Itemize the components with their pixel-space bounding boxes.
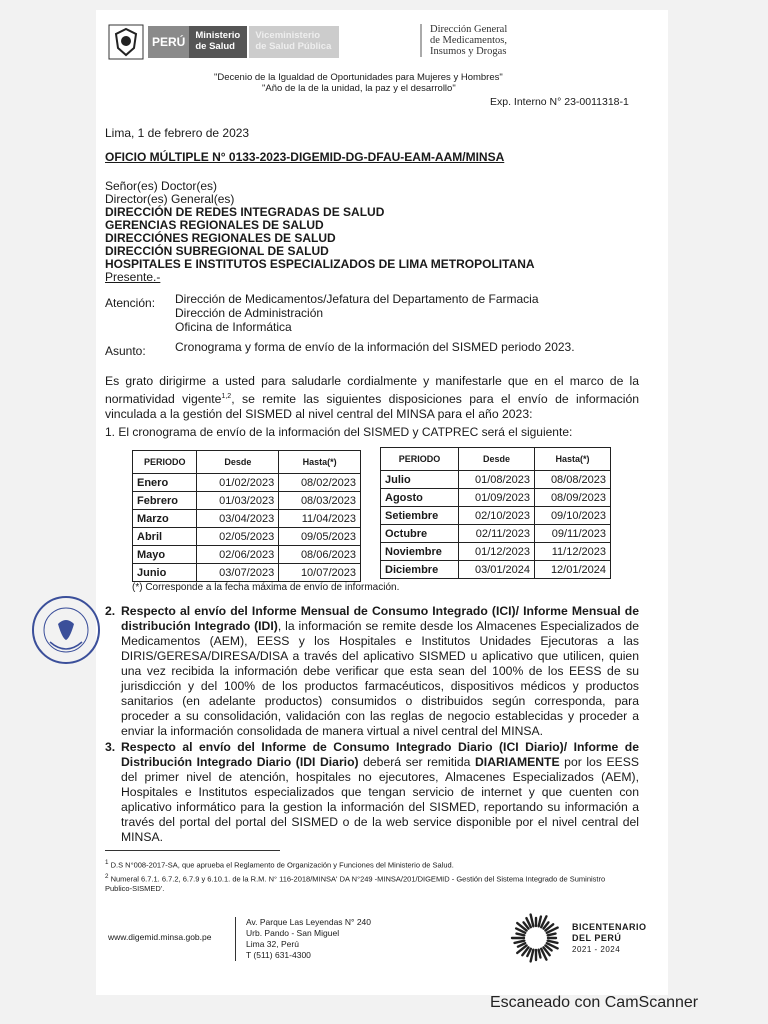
desde-cell: 01/08/2023: [459, 471, 535, 489]
table-row: [381, 471, 611, 489]
desde-cell: 02/06/2023: [197, 546, 279, 564]
period-cell: Octubre: [381, 525, 459, 543]
period-cell: Noviembre: [381, 543, 459, 561]
desde-cell: 01/09/2023: [459, 489, 535, 507]
document-date: Lima, 1 de febrero de 2023: [105, 126, 250, 140]
desde-cell: 02/10/2023: [459, 507, 535, 525]
desde-cell: 02/11/2023: [459, 525, 535, 543]
peru-label: PERÚ: [148, 26, 189, 58]
desde-cell: 03/04/2023: [197, 510, 279, 528]
hasta-cell: 08/08/2023: [535, 471, 611, 489]
table-row: [133, 546, 361, 564]
item-1: 1. El cronograma de envío de la información del SISMED y CATPREC será el siguiente:: [105, 425, 573, 439]
coat-of-arms-icon: [108, 24, 144, 60]
table-header-row: PERIODO Desde Hasta(*): [133, 451, 361, 474]
hasta-cell: 12/01/2024: [535, 561, 611, 579]
hasta-cell: 09/05/2023: [279, 528, 361, 546]
emblem-ray: [548, 934, 556, 936]
bicentenario-emblem-icon: [508, 910, 564, 966]
hasta-cell: 11/04/2023: [279, 510, 361, 528]
website-link: www.digemid.minsa.gob.pe: [108, 932, 212, 942]
table-row: [133, 510, 361, 528]
period-cell: Mayo: [133, 546, 197, 564]
hasta-cell: 11/12/2023: [535, 543, 611, 561]
desde-cell: 02/05/2023: [197, 528, 279, 546]
table-row: [381, 525, 611, 543]
atencion-lines: Dirección de Medicamentos/Jefatura del Departamento de Farmacia Dirección de Administración Oficina de Informática: [175, 292, 539, 334]
item-3: 3. Respecto al envío del Informe de Consumo Integrado Diario (ICI Diario)/ Informe de Distribución Integrado Diario (IDI Diario) deberá ser remitida DIARIAMENTE por los EESS del primer nivel de atención, hospitales no ejecutores, Almacenes Especializados (AEM), Hospitales e Institutos especializados que tengan servicio de internet y que cuenten con aplicativo informático para la gestion la información del SISMED, reportando su información a través del portal del portal del SISMED o de la web service disponible por el nivel central del MINSA.: [105, 740, 639, 844]
table-row: [381, 507, 611, 525]
footnote-divider: [105, 850, 280, 851]
viceministerio-label: Viceministerio de Salud Pública: [249, 26, 339, 58]
emblem-ray: [531, 915, 534, 927]
desde-cell: 03/01/2024: [459, 561, 535, 579]
camscanner-watermark: Escaneado con CamScanner: [490, 994, 699, 1011]
desde-cell: 01/02/2023: [197, 474, 279, 492]
emblem-ray: [515, 941, 525, 943]
period-cell: Marzo: [133, 510, 197, 528]
hasta-cell: 10/07/2023: [279, 564, 361, 582]
exp-interno: Exp. Interno N° 23-0011318-1: [490, 96, 629, 108]
desde-cell: 03/07/2023: [197, 564, 279, 582]
footnote-1: $^1$ D.S N°008-2017-SA, que aprueba el Reglamento de Organización y Funciones del Ministerio de Salud.: [105, 859, 454, 870]
table-header-row: PERIODO Desde Hasta(*): [381, 448, 611, 471]
decenio-line: "Decenio de la Igualdad de Oportunidades para Mujeres y Hombres": [214, 72, 503, 83]
period-cell: Diciembre: [381, 561, 459, 579]
period-cell: Febrero: [133, 492, 197, 510]
ministerio-label: Ministerio de Salud: [189, 26, 247, 58]
footnote-2: $^2$ Numeral 6.7.1. 6.7.2, 6.7.9 y 6.10.1. de la R.M. N° 116-2018/MINSA' DA N°249 -MINSA/201/DIGEMID - Gestión del Sistema Integrado de Suministro Publico-SISMED'.: [105, 873, 606, 893]
table-row: [133, 564, 361, 582]
schedule-table-left: [132, 450, 361, 582]
period-cell: Julio: [381, 471, 459, 489]
bicentenario-logo: BICENTENARIO DEL PERÚ 2021 - 2024: [508, 910, 647, 966]
asunto-text: Cronograma y forma de envío de la información del SISMED periodo 2023.: [175, 340, 575, 354]
recipients-block: Señor(es) Doctor(es) Director(es) General(es) DIRECCIÓN DE REDES INTEGRADAS DE SALUD GERENCIAS REGIONALES DE SALUD DIRECCIÓNES REGIONALES DE SALUD DIRECCIÓN SUBREGIONAL DE SALUD HOSPITALES E INSTITUTOS ESPECIALIZADOS DE LIMA METROPOLITANA Presente.-: [105, 179, 535, 284]
table-row: [133, 528, 361, 546]
hasta-cell: 09/10/2023: [535, 507, 611, 525]
schedule-table-right: [380, 447, 611, 579]
address-block: Av. Parque Las Leyendas N° 240 Urb. Pando - San Miguel Lima 32, Perú T (511) 631-4300: [235, 917, 371, 961]
period-cell: Setiembre: [381, 507, 459, 525]
table-row: [133, 492, 361, 510]
item-2: 2. Respecto al envío del Informe Mensual de Consumo Integrado (ICI)/ Informe Mensual de distribución Integrado (IDI), la información se remite desde los Almacenes Especializados de Medicamentos (AEM), EESS y los Hospitales e Institutos Unidades Ejecutoras a las DIRIS/GERESA/DIRESA/DISA a través del aplicativo SISMED u aplicativo que utilicen, quien una vez recibida la información debe verificar que esta sean del 100% de los EESS de su jurisdicción y del 100% de los productos farmacéuticos, dispositivos médicos y productos sanitarios (en adelante productos) consumidos o distribuidos según corresponda, para proceder a su consolidación, validación con las reglas de negocio establecidas y proceder a enviar la información consolidada de manera virtual a nivel central del MINSA.: [105, 604, 639, 738]
hasta-cell: 08/02/2023: [279, 474, 361, 492]
hasta-cell: 08/09/2023: [535, 489, 611, 507]
table-note: (*) Corresponde a la fecha máxima de envío de información.: [132, 582, 400, 593]
emblem-ray: [517, 934, 525, 936]
anio-line: "Año de la de la unidad, la paz y el desarrollo": [262, 83, 456, 94]
period-cell: Enero: [133, 474, 197, 492]
official-seal-stamp: [30, 594, 102, 666]
table-row: [381, 543, 611, 561]
period-cell: Junio: [133, 564, 197, 582]
emblem-ray: [548, 941, 558, 943]
hasta-cell: 08/03/2023: [279, 492, 361, 510]
atencion-label: Atención:: [105, 296, 156, 310]
table-row: [381, 561, 611, 579]
direccion-general-title: Dirección General de Medicamentos, Insumos y Drogas: [420, 24, 507, 57]
hasta-cell: 08/06/2023: [279, 546, 361, 564]
table-row: [133, 474, 361, 492]
emblem-ray: [539, 917, 541, 927]
emblem-ray: [539, 950, 541, 958]
period-cell: Abril: [133, 528, 197, 546]
intro-paragraph: Es grato dirigirme a usted para saludarle cordialmente y manifestarle que en el marco de la normatividad vigente$^{1,2}$, se remite las siguientes disposiciones para el envío de información vinculada a la gestión del SISMED al nivel central del MINSA para el año 2023:: [105, 374, 639, 422]
desde-cell: 01/03/2023: [197, 492, 279, 510]
period-cell: Agosto: [381, 489, 459, 507]
asunto-label: Asunto:: [105, 344, 146, 358]
desde-cell: 01/12/2023: [459, 543, 535, 561]
table-row: [381, 489, 611, 507]
oficio-number: OFICIO MÚLTIPLE N° 0133-2023-DIGEMID-DG-DFAU-EAM-AAM/MINSA: [105, 150, 505, 164]
minsa-logo: [108, 24, 398, 60]
emblem-ray: [531, 950, 534, 962]
hasta-cell: 09/11/2023: [535, 525, 611, 543]
